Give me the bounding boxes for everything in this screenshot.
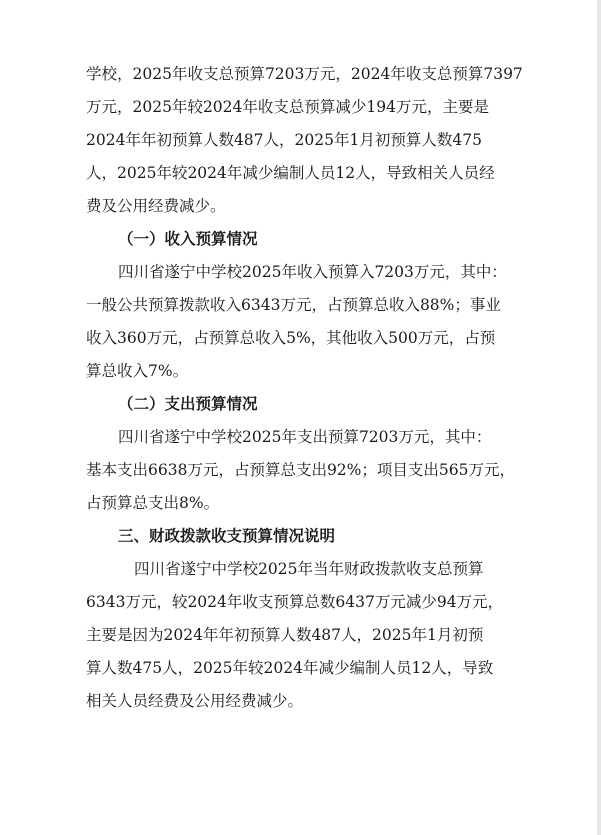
- section3-line-2: 6343万元，较2024年收支预算总数6437万元减少94万元，: [86, 593, 504, 611]
- section3-line-1: 四川省遂宁中学校2025年当年财政拨款收支总预算: [134, 560, 484, 578]
- section3-line-4: 算人数475人，2025年较2024年减少编制人员12人，导致: [86, 659, 494, 677]
- section2-line-3: 占预算总支出8%。: [86, 494, 220, 512]
- section1-line-4: 算总收入7%。: [86, 362, 189, 380]
- section2-line-1: 四川省遂宁中学校2025年支出预算7203万元，其中：: [118, 428, 492, 446]
- section1-line-3: 收入360万元，占预算总收入5%，其他收入500万元，占预: [86, 329, 496, 347]
- page-edge: [597, 0, 601, 835]
- section1-line-1: 四川省遂宁中学校2025年收入预算入7203万元，其中：: [118, 263, 507, 281]
- para1-line-5: 费及公用经费减少。: [86, 197, 226, 215]
- section3-heading: 三、财政拨款收支预算情况说明: [118, 526, 336, 545]
- para1-line-3: 2024年年初预算人数487人，2025年1月初预算人数475: [86, 131, 482, 149]
- section3-line-5: 相关人员经费及公用经费减少。: [86, 692, 304, 710]
- para1-line-1: 学校，2025年收支总预算7203万元，2024年收支总预算7397: [86, 65, 523, 83]
- section1-heading: （一）收入预算情况: [118, 229, 258, 248]
- section2-heading: （二）支出预算情况: [118, 394, 258, 413]
- para1-line-4: 人，2025年较2024年减少编制人员12人，导致相关人员经: [86, 164, 495, 182]
- section1-line-2: 一般公共预算拨款收入6343万元，占预算总收入88%；事业: [86, 296, 501, 314]
- para1-line-2: 万元，2025年较2024年收支总预算减少194万元，主要是: [86, 98, 489, 116]
- section3-line-3: 主要是因为2024年年初预算人数487人，2025年1月初预: [86, 626, 484, 644]
- section2-line-2: 基本支出6638万元，占预算总支出92%；项目支出565万元，: [86, 461, 515, 479]
